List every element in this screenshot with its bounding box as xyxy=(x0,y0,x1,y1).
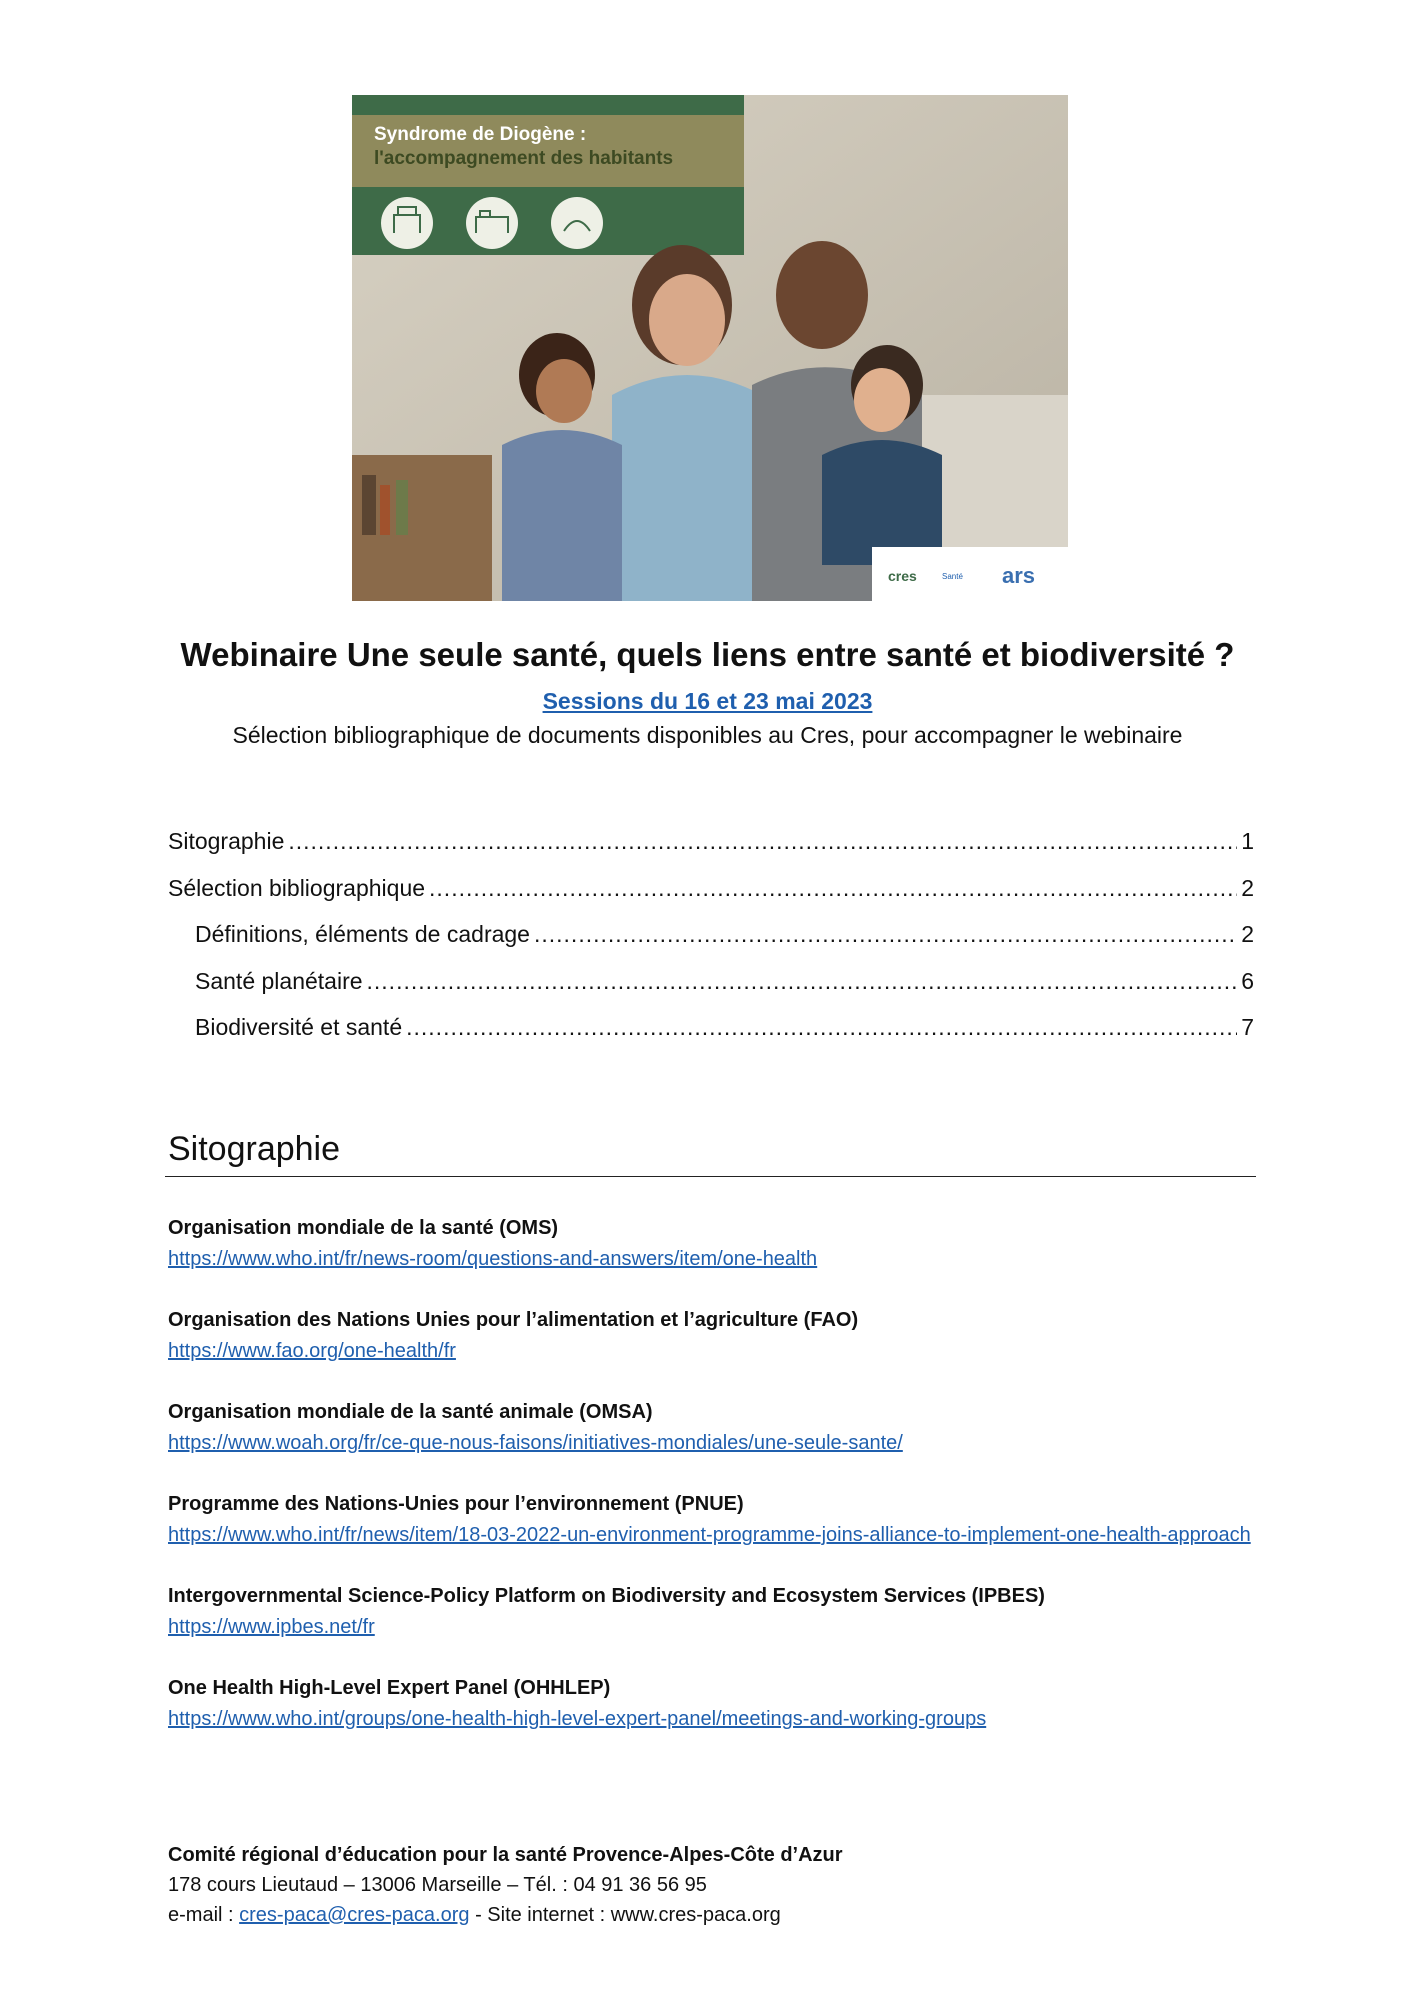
footer-contact xyxy=(168,1900,843,1930)
site-link[interactable]: https://www.fao.org/one-health/fr xyxy=(168,1340,456,1362)
hands-icon xyxy=(551,197,603,249)
toc-page: 2 xyxy=(1241,874,1254,901)
site-name: One Health High-Level Expert Panel (OHHLEP) xyxy=(168,1677,611,1699)
site-link[interactable]: https://www.woah.org/fr/ce-que-nous-faisons/initiatives-mondiales/une-seule-sante/ xyxy=(168,1432,903,1454)
footer-org: Comité régional d’éducation pour la santé Provence-Alpes-Côte d’Azur xyxy=(168,1844,843,1866)
toc-entry-selection[interactable] xyxy=(168,875,1254,922)
site-link[interactable]: https://www.who.int/fr/news/item/18-03-2022-un-environment-programme-joins-alliance-to-implement-one-health-approach xyxy=(168,1524,1251,1546)
furniture-icon xyxy=(381,197,433,249)
toc-label: Sélection bibliographique xyxy=(168,874,426,901)
site-name: Programme des Nations-Unies pour l’environnement (PNUE) xyxy=(168,1493,744,1515)
bed-icon xyxy=(466,197,518,249)
site-entry xyxy=(168,1397,1258,1459)
toc-entry-sante-planetaire[interactable] xyxy=(168,968,1254,1015)
page-title: Webinaire Une seule santé, quels liens entre santé et biodiversité ? xyxy=(180,636,1235,673)
girl-shirt xyxy=(502,430,622,601)
toc-page: 6 xyxy=(1241,967,1254,994)
section-divider xyxy=(165,1176,1256,1177)
sessions-link[interactable]: Sessions du 16 et 23 mai 2023 xyxy=(542,688,873,714)
toc-label: Sitographie xyxy=(168,828,285,854)
site-name: Organisation mondiale de la santé animale (OMSA) xyxy=(168,1401,653,1423)
site-entry xyxy=(168,1489,1258,1551)
banner-title xyxy=(374,123,673,171)
footer-address: 178 cours Lieutaud – 13006 Marseille – Tél. : 04 91 36 56 95 xyxy=(168,1874,707,1896)
banner-line-2: l'accompagnement des habitants xyxy=(374,148,674,169)
toc-entry-definitions[interactable] xyxy=(168,921,1254,968)
toc-label: Définitions, éléments de cadrage xyxy=(195,921,530,947)
cres-logo: cres xyxy=(888,568,917,584)
section-heading: Sitographie xyxy=(168,1130,341,1168)
man-face xyxy=(776,241,868,349)
footer xyxy=(168,1840,843,1930)
site-entry xyxy=(168,1581,1258,1643)
toc-leader xyxy=(406,1014,1237,1041)
email-link[interactable]: cres-paca@cres-paca.org xyxy=(239,1904,470,1926)
toc-entry-biodiversite[interactable] xyxy=(168,1014,1254,1061)
toc-leader xyxy=(367,968,1238,995)
toc-page: 1 xyxy=(1241,828,1254,854)
site-list xyxy=(168,1213,1258,1765)
email-label: e-mail : xyxy=(168,1904,240,1926)
region-logo: Santé xyxy=(942,572,963,581)
toc-leader xyxy=(288,828,1237,855)
toc-page: 2 xyxy=(1241,921,1254,947)
ars-logo: ars xyxy=(1002,563,1036,588)
toc-label: Santé planétaire xyxy=(195,967,363,994)
toc-leader xyxy=(429,875,1237,902)
site-entry xyxy=(168,1305,1258,1367)
site-name: Organisation des Nations Unies pour l’alimentation et l’agriculture (FAO) xyxy=(168,1309,859,1331)
site-name: Organisation mondiale de la santé (OMS) xyxy=(168,1217,559,1239)
site-text: - Site internet : www.cres-paca.org xyxy=(469,1904,781,1926)
toc-page: 7 xyxy=(1241,1014,1254,1040)
woman-top xyxy=(612,375,762,601)
site-name: Intergovernmental Science-Policy Platform on Biodiversity and Ecosystem Services (IPBES) xyxy=(168,1585,1045,1607)
page-subtitle: Sélection bibliographique de documents disponibles au Cres, pour accompagner le webinaire xyxy=(232,722,1183,748)
site-entry xyxy=(168,1213,1258,1275)
woman-face xyxy=(649,274,725,366)
site-link[interactable]: https://www.who.int/groups/one-health-high-level-expert-panel/meetings-and-working-groups xyxy=(168,1708,987,1730)
site-link[interactable]: https://www.ipbes.net/fr xyxy=(168,1616,375,1638)
hero-image xyxy=(352,95,1068,601)
toc-leader xyxy=(534,921,1237,948)
banner-line-1: Syndrome de Diogène : xyxy=(374,124,587,145)
toc-entry-sitographie[interactable] xyxy=(168,828,1254,875)
toc-label: Biodiversité et santé xyxy=(195,1014,403,1040)
site-entry xyxy=(168,1673,1258,1735)
boy-shirt xyxy=(822,440,942,565)
site-link[interactable]: https://www.who.int/fr/news-room/questions-and-answers/item/one-health xyxy=(168,1248,818,1270)
table-of-contents xyxy=(168,828,1254,1061)
